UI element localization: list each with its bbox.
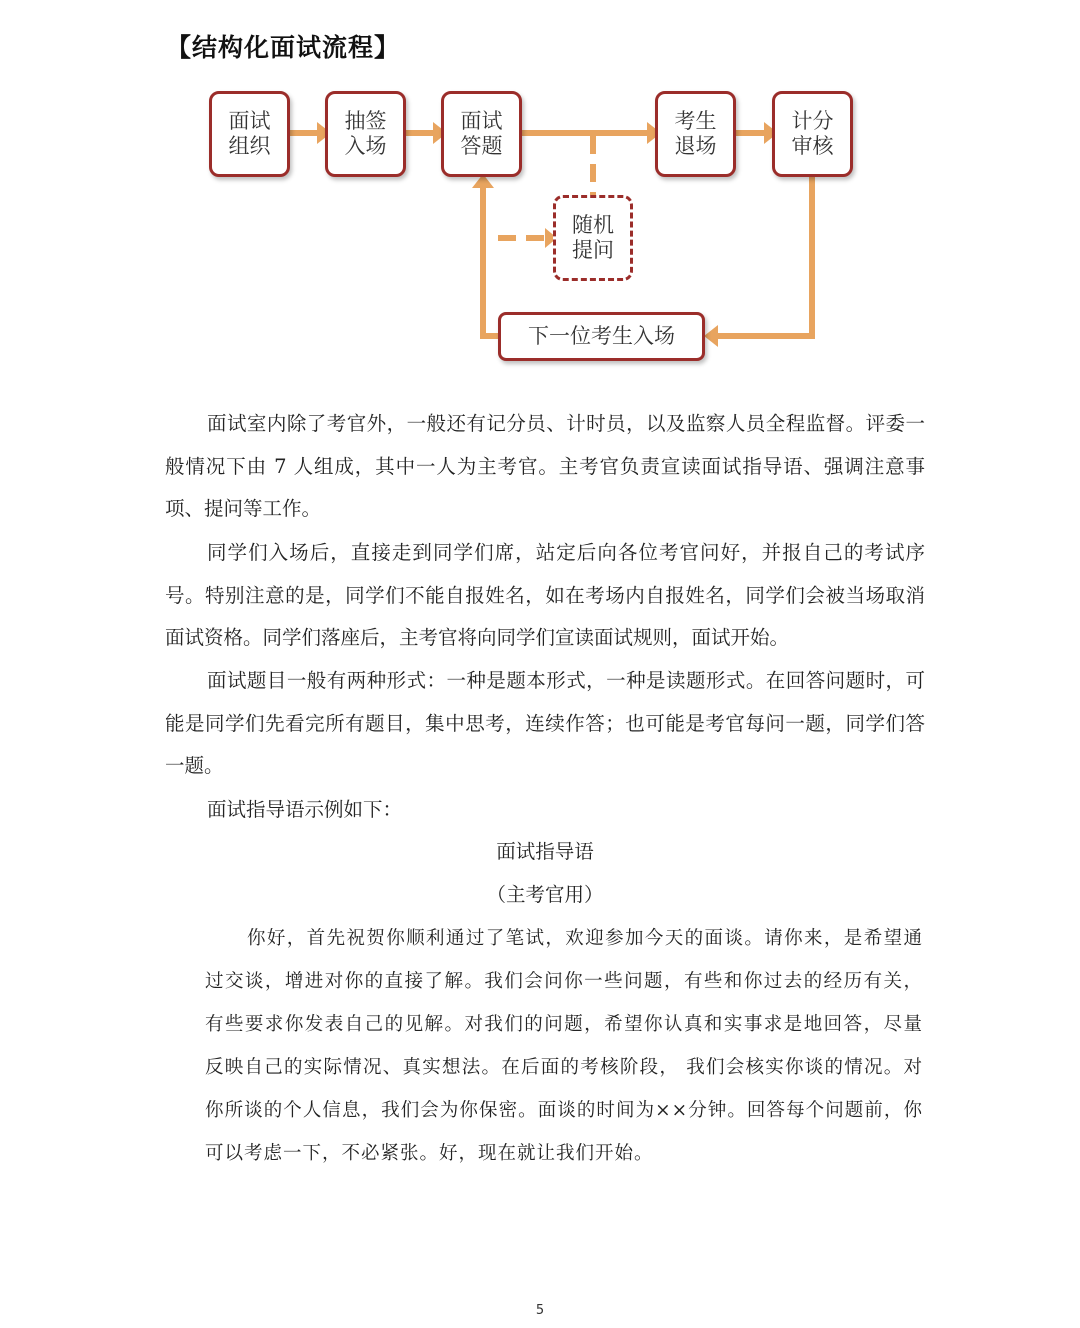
arrow-next-to-answer (483, 186, 498, 336)
guide-subtitle: （主考官用） (486, 883, 604, 906)
flow-node-random-question: 随机 提问 (553, 195, 633, 281)
arrow-score-to-next (712, 177, 812, 336)
guide-title: 面试指导语 (496, 840, 594, 863)
paragraph-entering: 同学们入场后，直接走到同学们席，站定后向各位考官问好，并报自己的考试序号。特别注意的是，同学们不能自报姓名，如在考场内自报姓名，同学们会被当场取消面试资格。同学们落座后，主考官将向同学们宣读面试规则，面试开始。 (165, 541, 925, 650)
section-heading: 【结构化面试流程】 (166, 33, 401, 62)
flow-node-answer: 面试 答题 (441, 91, 522, 177)
flow-node-score: 计分 审核 (772, 91, 853, 177)
page-number: 5 (535, 1303, 545, 1318)
flow-node-draw-lots: 抽签 入场 (325, 91, 406, 177)
arrowhead-next (704, 325, 718, 347)
flow-node-organize: 面试 组织 (209, 91, 290, 177)
guide-body: 你好，首先祝贺你顺利通过了笔试，欢迎参加今天的面谈。请你来，是希望通过交谈，增进对你的直接了解。我们会问你一些问题，有些和你过去的经历有关，有些要求你发表自己的见解。对我们的问题，希望你认真和实事求是地回答，尽量反映自己的实际情况、真实想法。在后面的考核阶段， 我们会核实你谈的情况。对你所谈的个人信息，我们会为你保密。面谈的时间为××分钟。回答每个问题前，你可以考虑一下，不必紧张。好，现在就让我们开始。 (205, 928, 923, 1164)
flow-node-exit: 考生 退场 (655, 91, 736, 177)
flow-node-next-candidate: 下一位考生入场 (498, 312, 705, 361)
paragraph-exam-room: 面试室内除了考官外，一般还有记分员、计时员，以及监察人员全程监督。评委一般情况下由 7 人组成，其中一人为主考官。主考官负责宣读面试指导语、强调注意事项、提问等工作。 (165, 412, 925, 521)
paragraph-question-forms: 面试题目一般有两种形式：一种是题本形式，一种是读题形式。在回答问题时，可能是同学们先看完所有题目，集中思考，连续作答；也可能是考官每问一题，同学们答一题。 (165, 669, 925, 778)
paragraph-guide-intro: 面试指导语示例如下： (207, 798, 403, 821)
